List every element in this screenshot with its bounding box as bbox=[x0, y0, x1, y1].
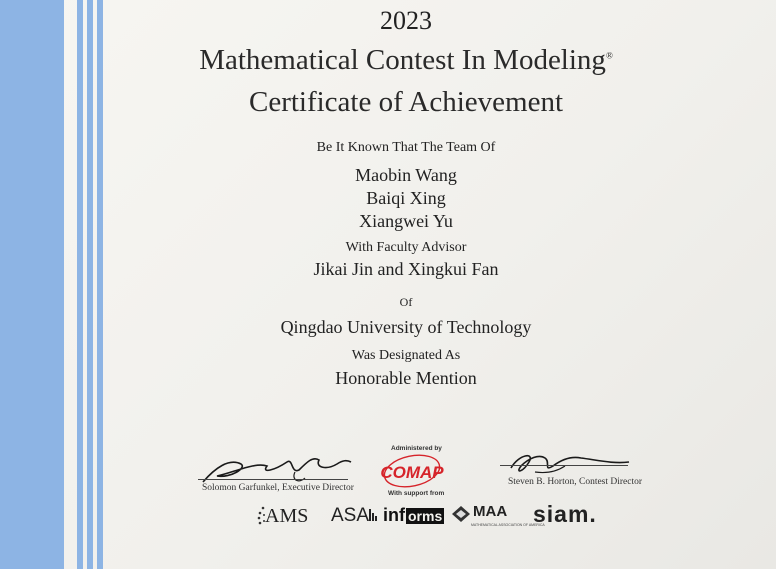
certificate-title: Certificate of Achievement bbox=[248, 86, 564, 118]
administered-by-label: Administered by bbox=[391, 445, 442, 452]
blue-border-stripe bbox=[87, 0, 93, 569]
blue-border-stripe bbox=[77, 0, 83, 569]
contest-name-text: Mathematical Contest In Modeling bbox=[199, 44, 606, 76]
team-member: Maobin Wang bbox=[355, 165, 457, 185]
team-member: Xiangwei Yu bbox=[359, 211, 453, 231]
advisor-label: With Faculty Advisor bbox=[345, 240, 467, 255]
maa-emblem-icon bbox=[451, 505, 471, 523]
comap-logo bbox=[380, 452, 444, 490]
support-label: With support from bbox=[388, 490, 445, 497]
institution-name: Qingdao University of Technology bbox=[280, 317, 532, 337]
comap-wordmark: COMAP bbox=[380, 463, 444, 482]
informs-wordmark-a: inf bbox=[383, 505, 405, 525]
team-member: Baiqi Xing bbox=[366, 188, 446, 208]
ams-logo: AMS bbox=[265, 505, 309, 527]
asa-logo bbox=[331, 505, 377, 527]
asa-bars-icon bbox=[369, 505, 377, 521]
right-signature-caption: Steven B. Horton, Contest Director bbox=[508, 477, 643, 487]
registered-mark: ® bbox=[605, 50, 613, 61]
faculty-advisors: Jikai Jin and Xingkui Fan bbox=[313, 259, 499, 279]
of-label: Of bbox=[399, 295, 413, 309]
informs-wordmark-b: orms bbox=[408, 508, 443, 524]
award-level: Honorable Mention bbox=[335, 368, 477, 388]
certificate-year: 2023 bbox=[380, 6, 432, 35]
siam-logo: siam. bbox=[533, 501, 597, 527]
blue-border-band bbox=[0, 0, 64, 569]
maa-subtitle: MATHEMATICAL ASSOCIATION OF AMERICA bbox=[471, 523, 545, 527]
designation-label: Was Designated As bbox=[351, 348, 461, 363]
left-signature-caption: Solomon Garfunkel, Executive Director bbox=[202, 483, 354, 493]
signature-line-right bbox=[500, 465, 628, 466]
asa-wordmark: ASA bbox=[331, 505, 370, 526]
informs-logo bbox=[383, 505, 444, 526]
signature-left bbox=[195, 448, 360, 488]
signature-line-left bbox=[198, 479, 348, 480]
maa-logo: MAA bbox=[473, 503, 508, 520]
contest-name bbox=[100, 44, 712, 77]
intro-line: Be It Known That The Team Of bbox=[316, 140, 496, 155]
